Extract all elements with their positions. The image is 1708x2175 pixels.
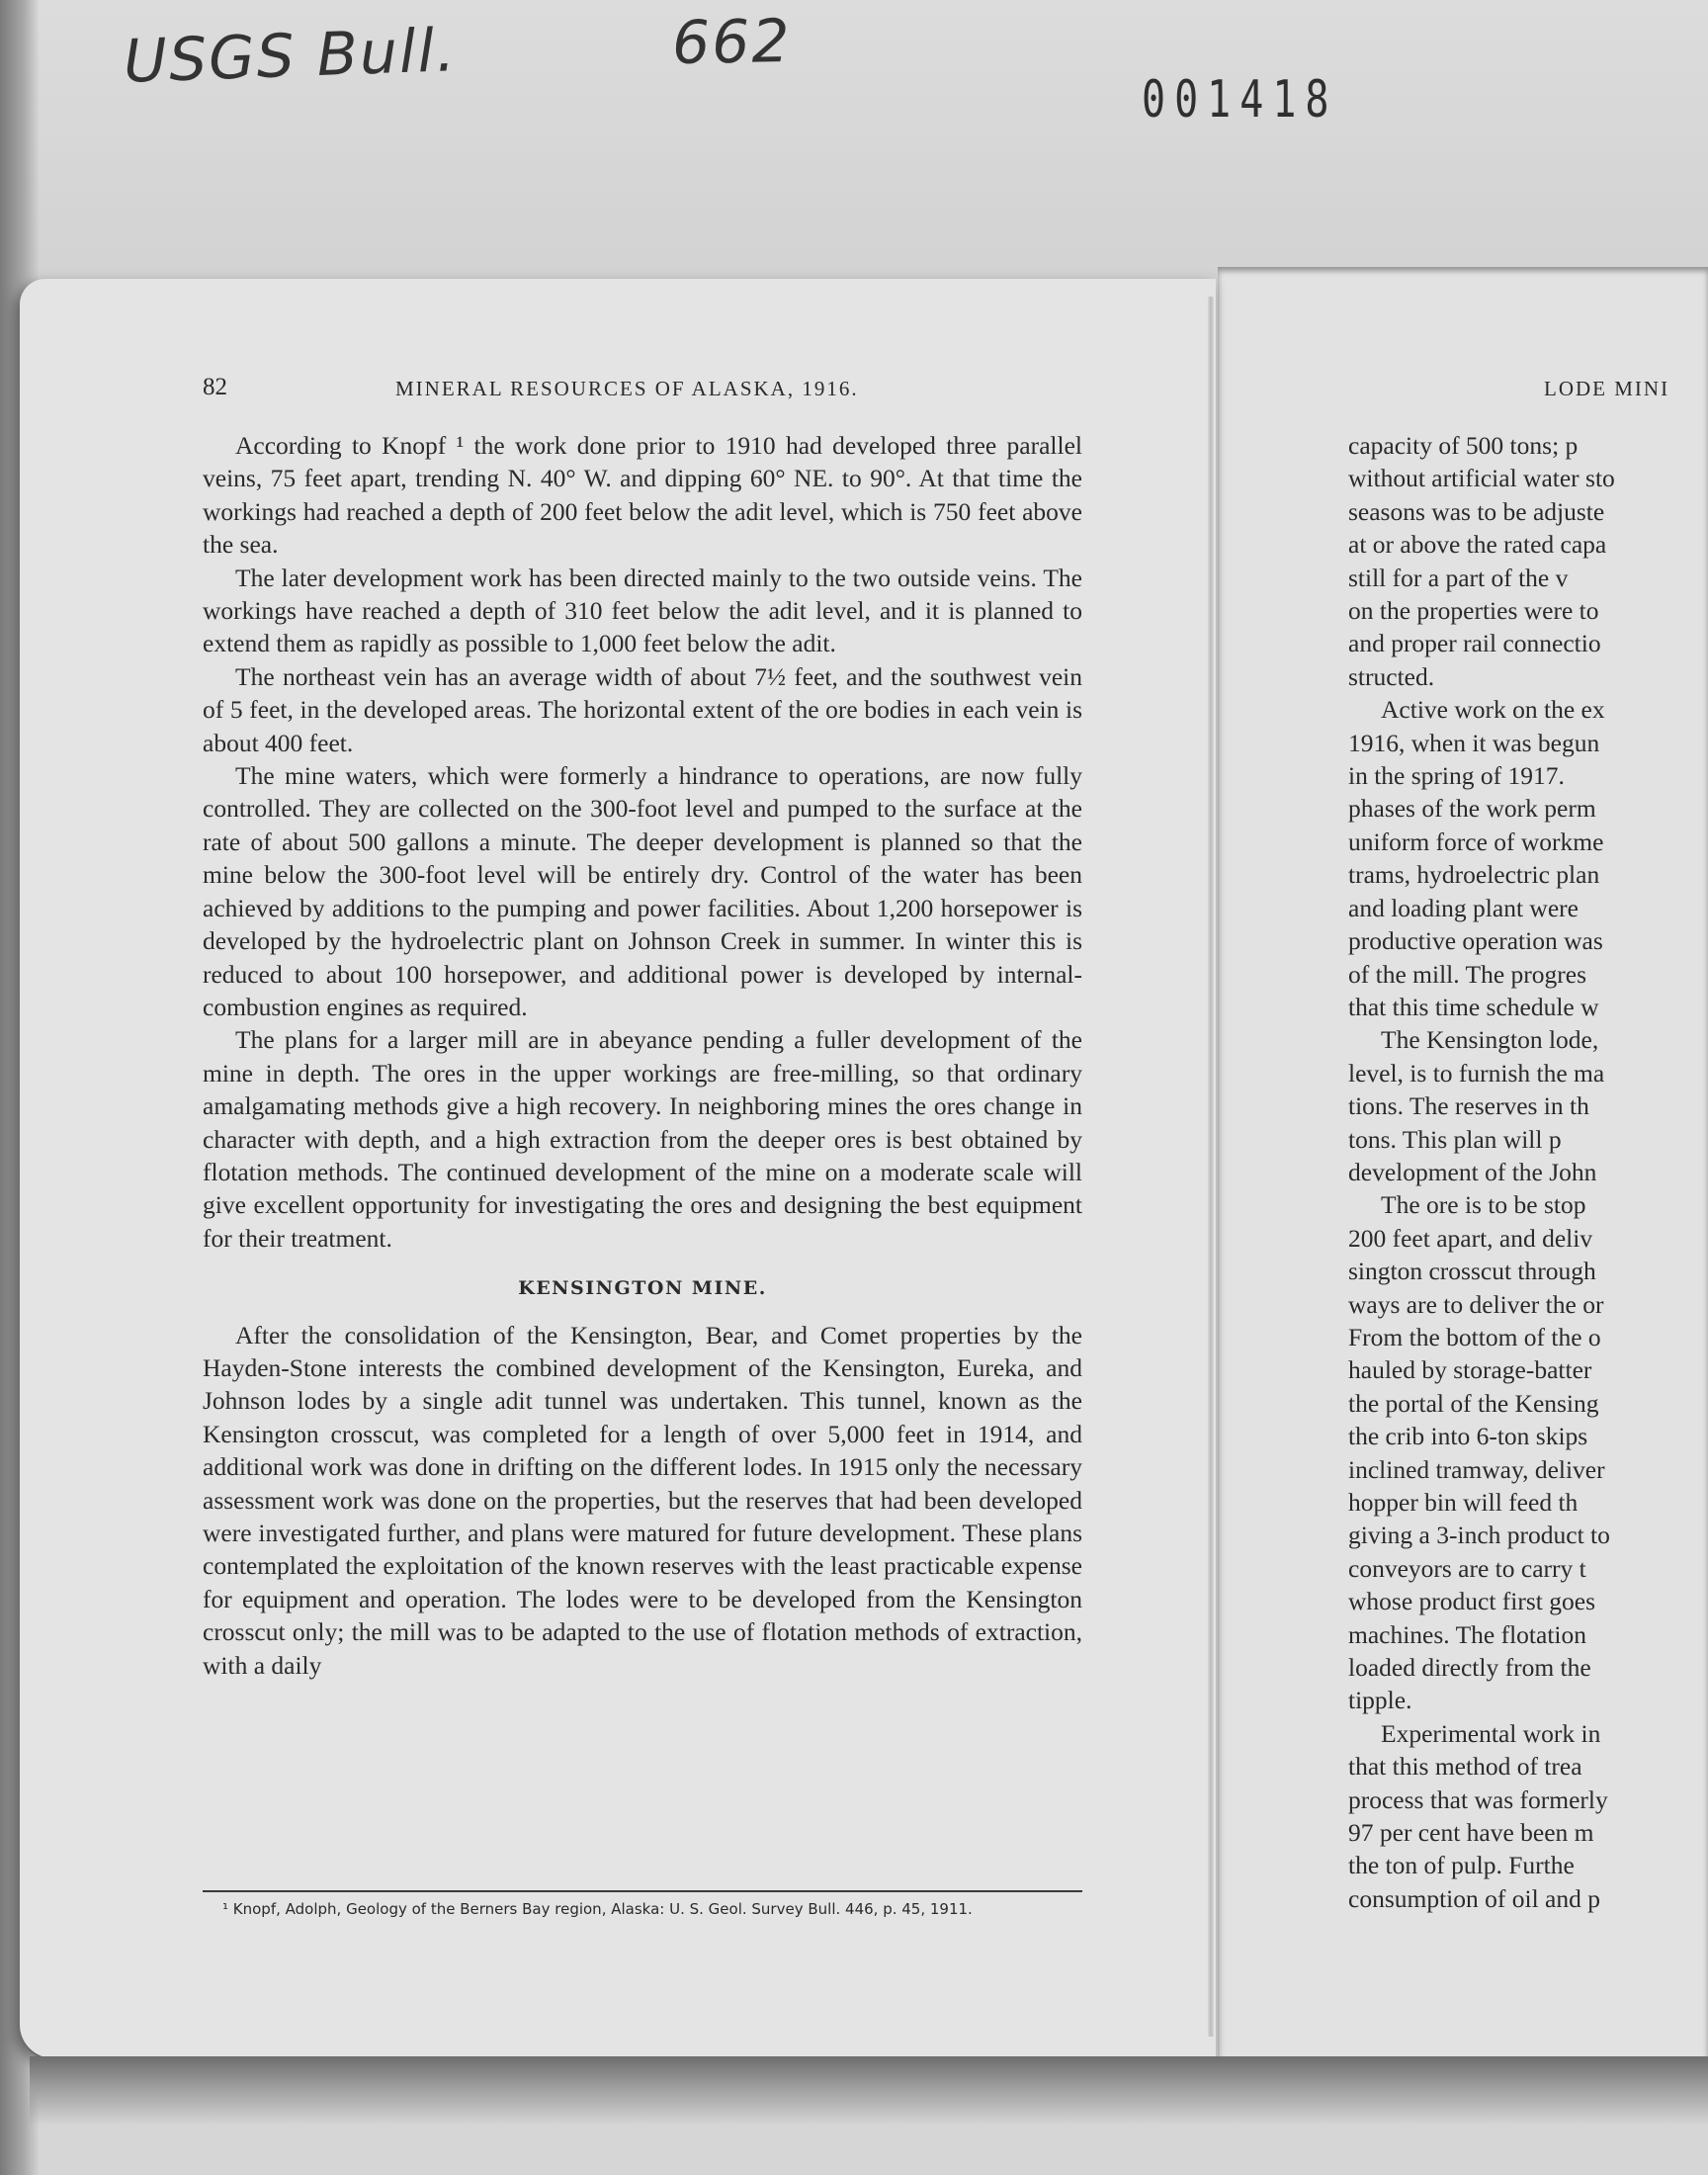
text-line: on the properties were to (1348, 596, 1599, 626)
stamp-number: 001418 (1142, 70, 1338, 130)
text-line: level, is to furnish the ma (1348, 1058, 1605, 1088)
text-line: From the bottom of the o (1348, 1322, 1601, 1351)
text-line: still for a part of the v (1348, 563, 1569, 592)
text-line: in the spring of 1917. (1348, 761, 1565, 791)
page-gutter (1208, 297, 1214, 2037)
text-line: tions. The reserves in th (1348, 1091, 1589, 1121)
paragraph: The northeast vein has an average width of about 7½ feet, and the southwest vein of 5 feet, in the developed areas. The horizontal extent of the ore bodies in each vein is about 400 feet. (203, 661, 1082, 757)
running-head-left: MINERAL RESOURCES OF ALASKA, 1916. (395, 377, 859, 400)
handwritten-note-left: USGS Bull. (122, 16, 459, 97)
text-line: and proper rail connectio (1348, 629, 1601, 658)
paragraph: According to Knopf ¹ the work done prior to 1910 had developed three parallel veins, 75 feet apart, trending N. 40° W. and dipping 60° NE. to 90°. At that time the workings had reached a depth of 200 feet below the adit level, which is 750 feet above the sea. (203, 431, 1082, 560)
section-heading: KENSINGTON MINE. (518, 1277, 767, 1300)
text-line: 1916, when it was begun (1348, 728, 1600, 757)
text-line: giving a 3-inch product to (1348, 1521, 1610, 1550)
text-line: the ton of pulp. Furthe (1348, 1851, 1575, 1880)
text-line: hopper bin will feed th (1348, 1488, 1579, 1517)
paragraph: After the consolidation of the Kensington, Bear, and Comet properties by the Hayden-Stone interests the combined development of the Kensington, Eureka, and Johnson lodes by a single adit tunnel was undertaken. This tunnel, known as the Kensington crosscut, was completed for a length of over 5,000 feet in 1914, and additional work was done in drifting on the different lodes. In 1915 only the necessary assessment work was done on the properties, but the reserves that had been developed were investigated further, and plans were matured for future development. These plans contemplated the exploitation of the known reserves with the least practicable expense for equipment and operation. The lodes were to be developed from the Kensington crosscut only; the mill was to be adapted to the use of flotation methods of extraction, with a daily (203, 1320, 1082, 1680)
text-line: ways are to deliver the or (1348, 1289, 1604, 1319)
text-line: 97 per cent have been m (1348, 1818, 1594, 1848)
footnote: ¹ Knopf, Adolph, Geology of the Berners Bay region, Alaska: U. S. Geol. Survey Bull. 446, p. 45, 1911. (222, 1900, 973, 1918)
text-line: consumption of oil and p (1348, 1883, 1600, 1913)
text-line: hauled by storage-batter (1348, 1355, 1592, 1385)
text-line: inclined tramway, deliver (1348, 1454, 1605, 1484)
right-page-text (1348, 429, 1708, 1915)
text-line: tons. This plan will p (1348, 1124, 1562, 1154)
text-line: the portal of the Kensing (1348, 1388, 1599, 1418)
text-line: The ore is to be stop (1381, 1190, 1586, 1220)
text-line: The Kensington lode, (1381, 1025, 1599, 1055)
text-line: phases of the work perm (1348, 794, 1596, 824)
text-line: tipple. (1348, 1686, 1412, 1715)
paragraph: The later development work has been directed mainly to the two outside veins. The workings have reached a depth of 310 feet below the adit level, and it is planned to extend them as rapidly as possible to 1,000 feet below the adit. (203, 563, 1082, 658)
text-line: machines. The flotation (1348, 1619, 1587, 1649)
text-line: structed. (1348, 661, 1435, 691)
paragraph: The plans for a larger mill are in abeyance pending a fuller development of the mine in depth. The ores in the upper workings are free-milling, so that ordinary amalgamating methods give a high recovery. In neighboring mines the ores change in character with depth, and a high extraction from the deeper ores is best obtained by flotation methods. The continued development of the mine on a moderate scale will give excellent opportunity for investigating the ores and designing the best equipment for their treatment. (203, 1025, 1082, 1253)
text-line: process that was formerly (1348, 1784, 1608, 1814)
text-line: trams, hydroelectric plan (1348, 860, 1600, 890)
footnote-rule (203, 1890, 1082, 1892)
text-line: productive operation was (1348, 926, 1603, 956)
text-line: development of the John (1348, 1157, 1597, 1186)
text-line: that this time schedule w (1348, 992, 1599, 1021)
sheet-bottom-shadow (30, 2056, 1708, 2126)
text-line: that this method of trea (1348, 1752, 1582, 1782)
text-line: Active work on the ex (1381, 695, 1605, 725)
text-line: 200 feet apart, and deliv (1348, 1223, 1593, 1253)
left-page-text (203, 429, 1082, 1682)
text-line: seasons was to be adjuste (1348, 496, 1605, 526)
text-line: capacity of 500 tons; p (1348, 431, 1579, 460)
text-line: sington crosscut through (1348, 1257, 1596, 1286)
text-line: and loading plant were (1348, 893, 1579, 922)
running-head-right: LODE MINI (1544, 377, 1670, 400)
text-line: at or above the rated capa (1348, 530, 1607, 560)
handwritten-note-right: 662 (671, 6, 793, 79)
text-line: uniform force of workme (1348, 826, 1604, 856)
text-line: without artificial water sto (1348, 464, 1615, 493)
page-number: 82 (203, 374, 227, 400)
text-line: of the mill. The progres (1348, 959, 1587, 989)
text-line: Experimental work in (1381, 1718, 1601, 1748)
paragraph: The mine waters, which were formerly a hindrance to operations, are now fully controlled. They are collected on the 300-foot level and pumped to the surface at the rate of about 500 gallons a minute. The deeper development is planned so that the mine below the 300-foot level will be entirely dry. Control of the water has been achieved by additions to the pumping and power facilities. About 1,200 horsepower is developed by the hydroelectric plant on Johnson Creek in summer. In winter this is reduced to about 100 horsepower, and additional power is developed by internal-combustion engines as required. (203, 761, 1082, 1021)
text-line: loaded directly from the (1348, 1653, 1591, 1683)
text-line: whose product first goes (1348, 1587, 1595, 1616)
text-line: the crib into 6-ton skips (1348, 1422, 1588, 1451)
text-line: conveyors are to carry t (1348, 1553, 1586, 1583)
